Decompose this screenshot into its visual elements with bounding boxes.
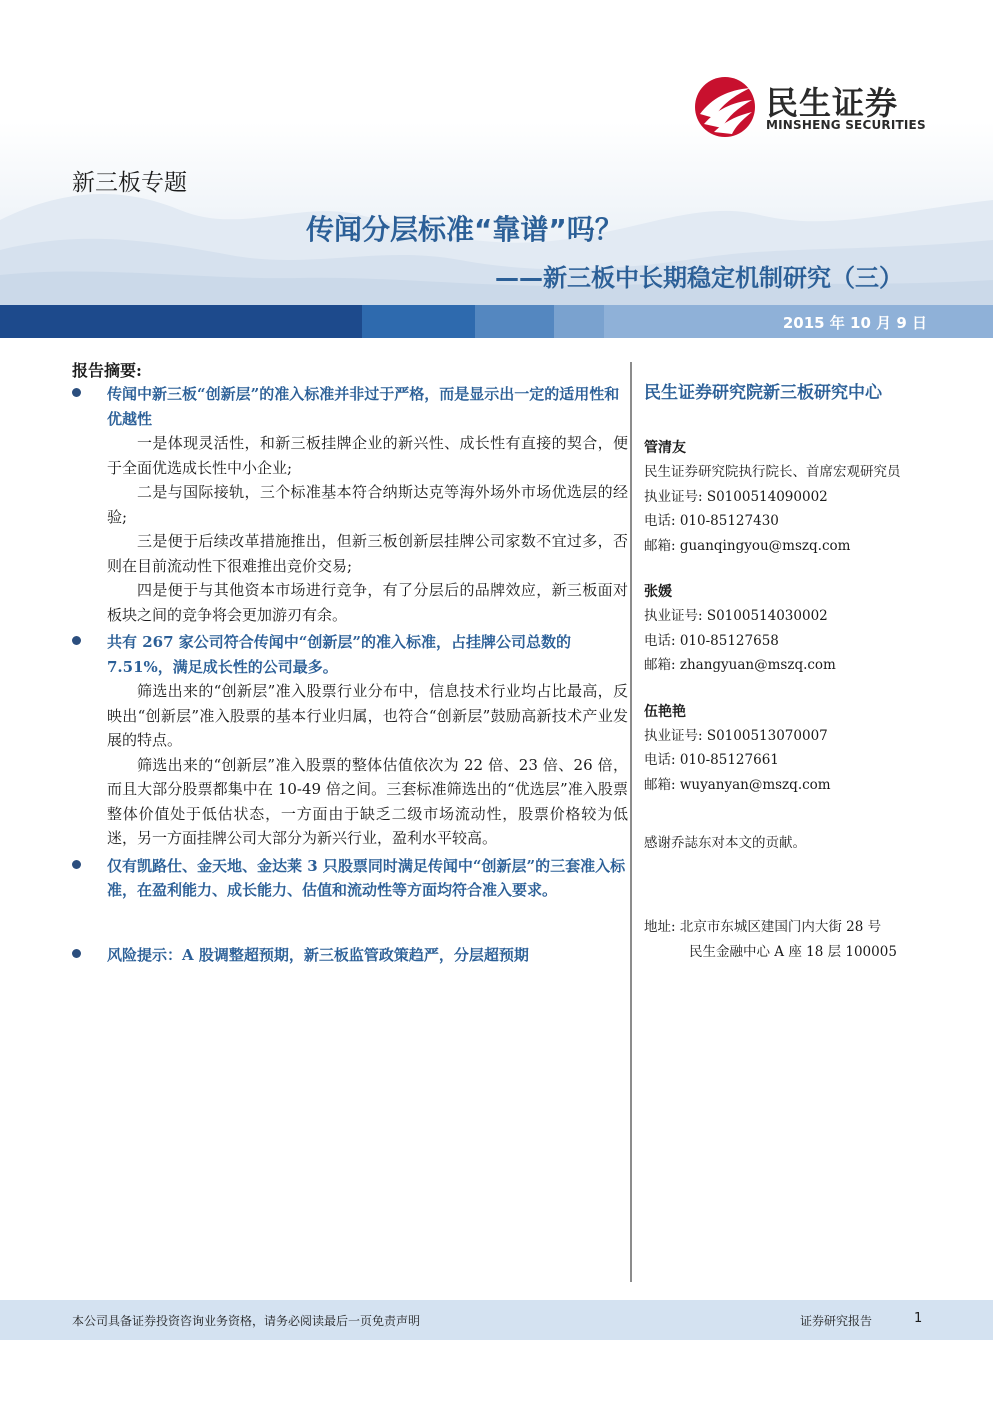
bullet-paragraph: 一是体现灵活性，和新三板挂牌企业的新兴性、成长性有直接的契合，便于全面优选成长性中小企业; (107, 434, 628, 477)
bullet-paragraph: 筛选出来的“创新层”准入股票的整体估值依次为 22 倍、23 倍、26 倍，而且大部分股票都集中在 10-49 倍之间。三套标准筛选出的“优选层”准入股票整体价值处于低估状态，一方面由于缺乏二级市场流动性，股票价格较为低迷，另一方面挂牌公司大部分为新兴行业，盈利水平较高。 (107, 755, 628, 847)
bullet-paragraph: 筛选出来的“创新层”准入股票行业分布中，信息技术行业均占比最高，反映出“创新层”准入股票的基本行业归属，也符合“创新层”鼓励高新技术产业发展的特点。 (107, 682, 628, 749)
analyst-license: 执业证号: S0100514030002 (644, 608, 828, 624)
summary-bullet-2 (72, 630, 628, 851)
analyst-email: 邮箱: zhangyuan@mszq.com (644, 657, 836, 673)
address-line: 民生金融中心 A 座 18 层 100005 (689, 943, 897, 960)
analyst-sidebar (644, 378, 944, 964)
date-band (0, 305, 993, 338)
analyst-name: 管清友 (644, 440, 686, 456)
summary-bullet-1 (72, 382, 628, 627)
brand-name-cn: 民生证券 (766, 84, 899, 122)
brand-name-en: MINSHENG SECURITIES (766, 118, 926, 132)
bullet-paragraph: 二是与国际接轨，三个标准基本符合纳斯达克等海外场外市场优选层的经验; (107, 483, 628, 526)
bullet-dot-icon (72, 388, 81, 397)
risk-warning (72, 943, 628, 968)
report-subtitle: ——新三板中长期稳定机制研究（三） (495, 264, 903, 292)
report-title: 传闻分层标准“靠谱”吗？ (306, 213, 623, 246)
analyst-card (644, 700, 944, 798)
bullet-headline: 仅有凯路仕、金天地、金达莱 3 只股票同时满足传闻中“创新层”的三套准入标准，在盈利能力、成长能力、估值和流动性等方面均符合准入要求。 (107, 856, 626, 899)
analyst-phone: 电话: 010-85127661 (644, 752, 779, 768)
band-segment (0, 305, 362, 338)
bullet-dot-icon (72, 636, 81, 645)
bullet-dot-icon (72, 949, 81, 958)
analyst-card (644, 580, 944, 678)
summary-bullet-3 (72, 854, 628, 903)
summary-heading: 报告摘要: (72, 361, 142, 380)
footer-report-type: 证券研究报告 (800, 1314, 873, 1328)
brand-logo (694, 76, 924, 138)
analyst-name: 张媛 (644, 584, 672, 600)
address-line: 地址: 北京市东城区建国门内大街 28 号 (644, 919, 882, 935)
bullet-paragraph: 三是便于后续改革措施推出，但新三板创新层挂牌公司家数不宜过多，否则在目前流动性下很难推出竞价交易; (107, 532, 628, 575)
acknowledgement: 感谢乔誌东对本文的贡献。 (644, 835, 806, 851)
band-segment (362, 305, 475, 338)
bullet-paragraph: 四是便于与其他资本市场进行竞争，有了分层后的品牌效应，新三板面对板块之间的竞争将会更加游刃有余。 (107, 581, 628, 624)
analyst-phone: 电话: 010-85127658 (644, 632, 779, 649)
brand-logo-icon (694, 76, 756, 138)
bullet-dot-icon (72, 860, 81, 869)
page-number: 1 (914, 1311, 923, 1326)
bullet-headline: 传闻中新三板“创新层”的准入标准并非过于严格，而是显示出一定的适用性和优越性 (107, 385, 620, 428)
analyst-phone: 电话: 010-85127430 (644, 513, 779, 529)
bullet-headline: 共有 267 家公司符合传闻中“创新层”的准入标准，占挂牌公司总数的 7.51%，满足成长性的公司最多。 (107, 633, 572, 676)
risk-text: 风险提示：A 股调整超预期，新三板监管政策趋严，分层超预期 (107, 945, 529, 964)
research-center-name: 民生证券研究院新三板研究中心 (644, 383, 882, 403)
column-divider (630, 362, 632, 1282)
analyst-license: 执业证号: S0100514090002 (644, 488, 828, 505)
summary-section (72, 382, 628, 967)
series-title: 新三板专题 (72, 170, 187, 196)
page-footer (0, 1300, 993, 1340)
band-segment (475, 305, 554, 338)
analyst-title: 民生证券研究院执行院长、首席宏观研究员 (644, 464, 901, 480)
band-segment (554, 305, 604, 338)
analyst-name: 伍艳艳 (644, 703, 686, 720)
analyst-license: 执业证号: S0100513070007 (644, 727, 828, 744)
analyst-email: 邮箱: guanqingyou@mszq.com (644, 537, 851, 554)
report-date: 2015 年 10 月 9 日 (782, 314, 927, 332)
analyst-email: 邮箱: wuyanyan@mszq.com (644, 776, 831, 793)
footer-disclaimer: 本公司具备证券投资咨询业务资格，请务必阅读最后一页免责声明 (72, 1314, 421, 1328)
analyst-card (644, 436, 944, 558)
address-block (644, 915, 944, 964)
